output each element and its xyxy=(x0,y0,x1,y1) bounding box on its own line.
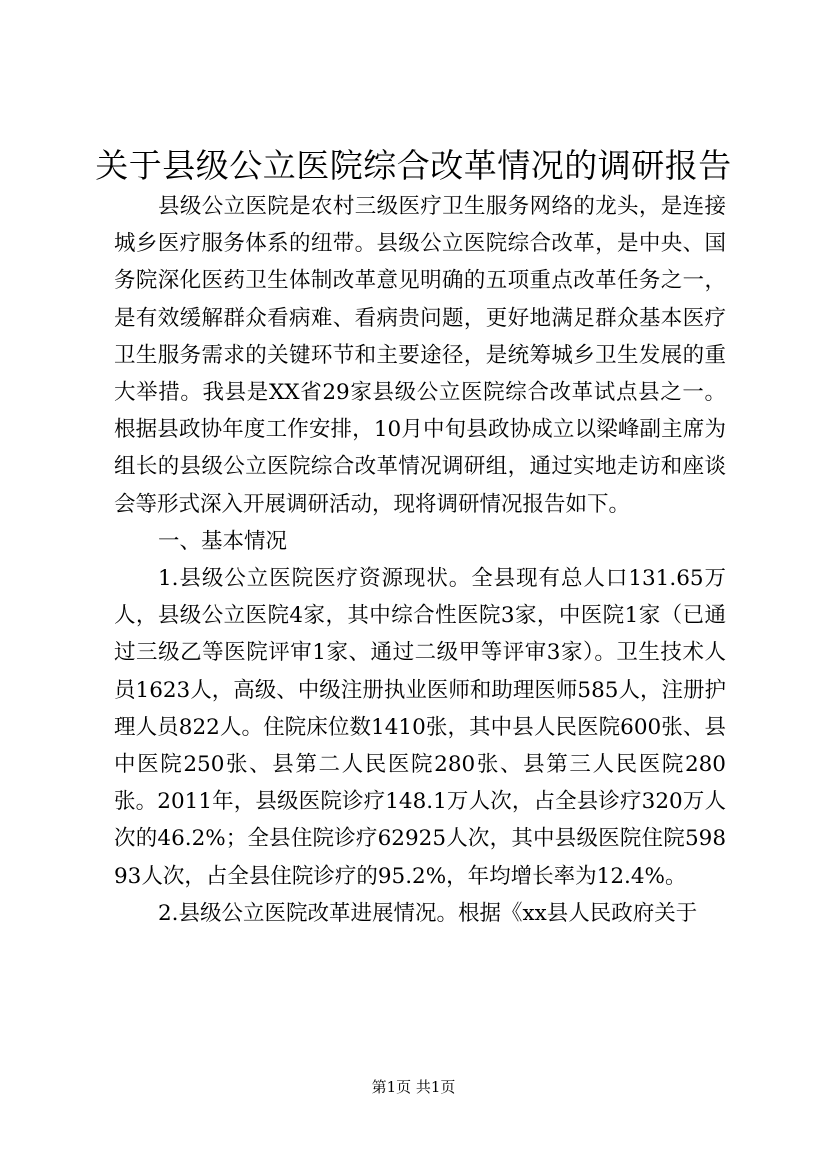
document-body xyxy=(114,188,726,932)
section-heading-basic-situation: 一、基本情况 xyxy=(158,528,288,554)
paragraph-intro: 县级公立医院是农村三级医疗卫生服务网络的龙头，是连接城乡医疗服务体系的纽带。县级公立医院综合改革，是中央、国务院深化医药卫生体制改革意见明确的五项重点改革任务之一，是有效缓解群众看病难、看病贵问题，更好地满足群众基本医疗卫生服务需求的关键环节和主要途径，是统筹城乡卫生发展的重大举措。我县是XX省29家县级公立医院综合改革试点县之一。根据县政协年度工作安排，10月中旬县政协成立以梁峰副主席为组长的县级公立医院综合改革情况调研组，通过实地走访和座谈会等形式深入开展调研活动，现将调研情况报告如下。 xyxy=(114,194,726,517)
paragraph-reform-progress: 2.县级公立医院改革进展情况。根据《xx县人民政府关于 xyxy=(158,900,698,926)
page-footer: 第1页 共1页 xyxy=(371,1078,456,1096)
paragraph-resources: 1.县级公立医院医疗资源现状。全县现有总人口131.65万人，县级公立医院4家，其中综合性医院3家，中医院1家（已通过三级乙等医院评审1家、通过二级甲等评审3家）。卫生技术人员1623人，高级、中级注册执业医师和助理医师585人，注册护理人员822人。住院床位数1410张，其中县人民医院600张、县中医院250张、县第二人民医院280张、县第三人民医院280张。2011年，县级医院诊疗148.1万人次，占全县诊疗320万人次的46.2%；全县住院诊疗62925人次，其中县级医院住院59893人次，占全县住院诊疗的95.2%，年均增长率为12.4%。 xyxy=(114,566,726,889)
document-title: 关于县级公立医院综合改革情况的调研报告 xyxy=(95,146,732,185)
